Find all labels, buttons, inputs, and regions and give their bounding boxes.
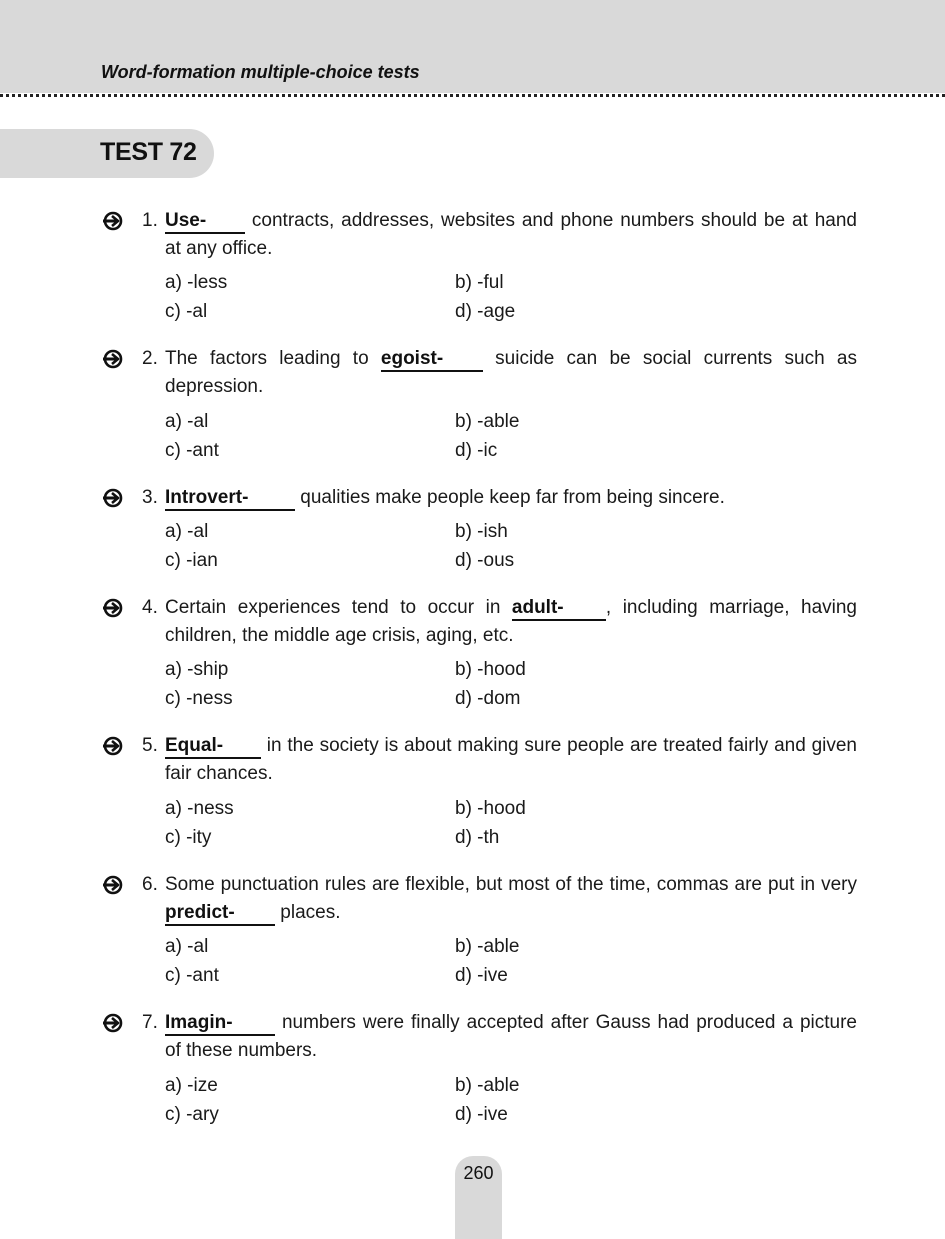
options-grid xyxy=(165,1072,685,1129)
option-c[interactable]: c) -ian xyxy=(165,549,218,571)
arrow-bullet-icon xyxy=(102,487,124,509)
option-b[interactable]: b) -able xyxy=(455,411,520,432)
arrow-bullet-icon xyxy=(102,210,124,232)
question-number: 3. xyxy=(142,487,158,508)
page-number: 260 xyxy=(463,1163,494,1183)
question-stem: Imagin- numbers were finally accepted after Gauss had produced a picture of these numbers. xyxy=(165,1012,857,1061)
option-d[interactable]: d) -ive xyxy=(455,964,508,986)
option-d[interactable]: d) -age xyxy=(455,300,516,322)
question-stem: Use- contracts, addresses, websites and phone numbers should be at hand at any office. xyxy=(165,210,857,259)
arrow-bullet-icon xyxy=(102,874,124,896)
blank-word: Equal- xyxy=(165,735,261,759)
arrow-bullet-icon xyxy=(102,1012,124,1034)
arrow-bullet-icon xyxy=(102,735,124,757)
option-b[interactable]: b) -able xyxy=(455,1075,520,1096)
option-a[interactable]: a) -al xyxy=(165,521,209,542)
option-c[interactable]: c) -ity xyxy=(165,826,212,848)
option-b[interactable]: b) -ful xyxy=(455,272,504,293)
option-d[interactable]: d) -th xyxy=(455,826,500,848)
option-c[interactable]: c) -ary xyxy=(165,1103,219,1125)
option-d[interactable]: d) -ic xyxy=(455,439,498,461)
blank-word: predict- xyxy=(165,902,275,926)
blank-word: Use- xyxy=(165,210,245,234)
question-number: 4. xyxy=(142,597,158,618)
option-a[interactable]: a) -less xyxy=(165,272,228,293)
option-b[interactable]: b) -hood xyxy=(455,659,526,680)
arrow-bullet-icon xyxy=(102,348,124,370)
arrow-bullet-icon xyxy=(102,597,124,619)
options-grid xyxy=(165,656,685,713)
option-d[interactable]: d) -dom xyxy=(455,687,521,709)
options-grid xyxy=(165,933,685,990)
question-number: 7. xyxy=(142,1012,158,1033)
header-title: Word-formation multiple-choice tests xyxy=(101,62,420,82)
option-c[interactable]: c) -ant xyxy=(165,964,219,986)
dotted-divider xyxy=(0,94,945,97)
blank-word: Imagin- xyxy=(165,1012,275,1036)
question-stem: Equal- in the society is about making sure people are treated fairly and given fair chances. xyxy=(165,735,857,784)
question-stem: Some punctuation rules are flexible, but most of the time, commas are put in very predict- places. xyxy=(165,871,857,927)
options-grid xyxy=(165,518,685,575)
test-title: TEST 72 xyxy=(100,138,197,166)
blank-word: egoist- xyxy=(381,348,483,372)
options-grid xyxy=(165,269,685,326)
option-a[interactable]: a) -ize xyxy=(165,1075,218,1096)
option-c[interactable]: c) -al xyxy=(165,300,208,322)
option-b[interactable]: b) -hood xyxy=(455,798,526,819)
option-b[interactable]: b) -ish xyxy=(455,521,508,542)
question-stem: Certain experiences tend to occur in adult- , including marriage, having children, the middle age crisis, aging, etc. xyxy=(165,597,857,646)
option-b[interactable]: b) -able xyxy=(455,936,520,957)
question-number: 6. xyxy=(142,874,158,895)
option-c[interactable]: c) -ant xyxy=(165,439,219,461)
options-grid xyxy=(165,795,685,852)
question-number: 2. xyxy=(142,348,158,369)
question-number: 5. xyxy=(142,735,158,756)
option-c[interactable]: c) -ness xyxy=(165,687,233,709)
option-d[interactable]: d) -ive xyxy=(455,1103,508,1125)
blank-word: Introvert- xyxy=(165,487,295,511)
question-number: 1. xyxy=(142,210,158,231)
blank-word: adult- xyxy=(512,597,606,621)
option-a[interactable]: a) -ship xyxy=(165,659,229,680)
option-a[interactable]: a) -al xyxy=(165,936,209,957)
question-stem: Introvert- qualities make people keep far from being sincere. xyxy=(165,484,857,512)
option-d[interactable]: d) -ous xyxy=(455,549,515,571)
option-a[interactable]: a) -al xyxy=(165,411,209,432)
option-a[interactable]: a) -ness xyxy=(165,798,234,819)
options-grid xyxy=(165,408,685,465)
question-stem: The factors leading to egoist- suicide can be social currents such as depression. xyxy=(165,348,858,397)
